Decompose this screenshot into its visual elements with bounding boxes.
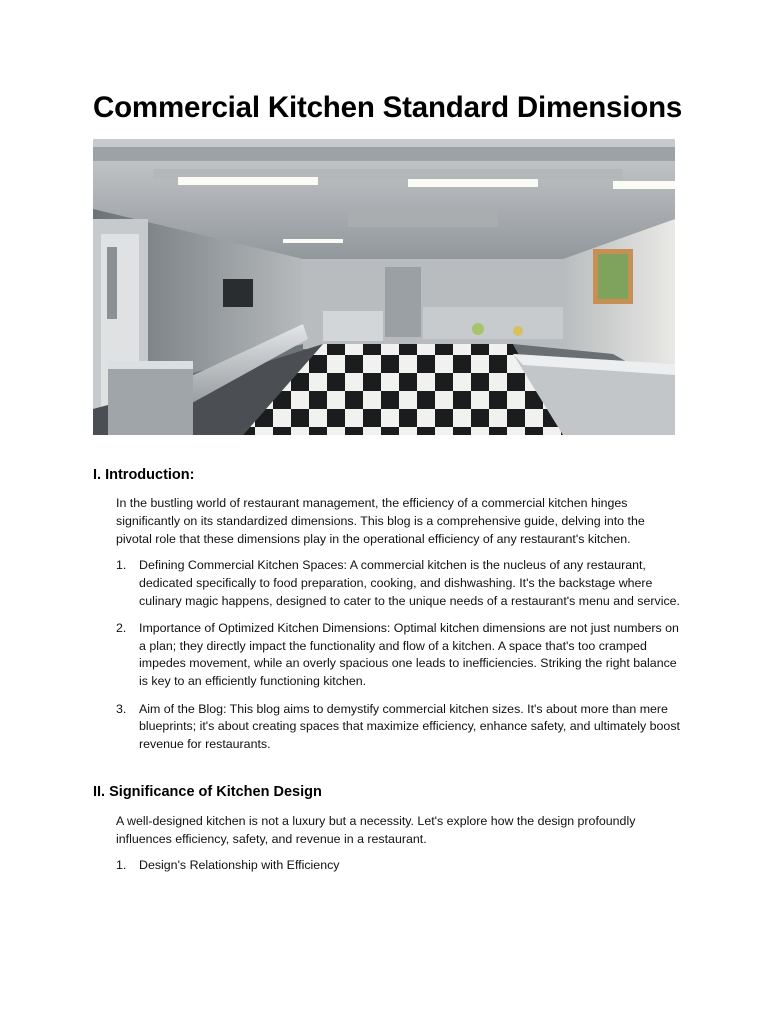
list-item-text: Aim of the Blog: This blog aims to demystify commercial kitchen sizes. It's about more than mere blueprints; it's about creating spaces that maximize efficiency, enhance safety, and ultimately boost revenue for restaurants. [139,701,680,752]
list-item [116,557,682,610]
list-item [116,701,682,754]
list-number: 2. [116,620,127,635]
section-heading-introduction: I. Introduction: [93,467,195,483]
page-title: Commercial Kitchen Standard Dimensions [93,91,683,124]
list-number: 3. [116,701,127,716]
list-item-text: Defining Commercial Kitchen Spaces: A commercial kitchen is the nucleus of any restaurant, dedicated specifically to food preparation, cooking, and dishwashing. It's the backstage where culinary magic happens, designed to cater to the unique needs of a restaurant's menu and service. [139,558,681,608]
intro-list [116,557,682,763]
list-number: 1. [116,558,127,572]
kitchen-photo [93,139,675,435]
intro-paragraph: In the bustling world of restaurant management, the efficiency of a commercial kitchen hinges significantly on its standardized dimensions. This blog is a comprehensive guide, delving into the pivotal role that these dimensions play in the operational efficiency of any restaurant's kitchen. [116,496,645,546]
significance-list [116,857,682,884]
list-item [116,857,682,875]
list-item-text: Design's Relationship with Efficiency [139,858,340,872]
list-item [116,620,682,691]
list-item-text: Importance of Optimized Kitchen Dimensions: Optimal kitchen dimensions are not just numbers on a plan; they directly impact the functionality and flow of a kitchen. A space that's too cramped impedes movement, while an overly spacious one leads to inefficiencies. Striking the right balance is key to an efficiently functioning kitchen. [139,620,679,689]
section-heading-significance: II. Significance of Kitchen Design [93,784,322,800]
list-number: 1. [116,858,127,872]
significance-paragraph: A well-designed kitchen is not a luxury but a necessity. Let's explore how the design profoundly influences efficiency, safety, and revenue in a restaurant. [116,814,636,846]
